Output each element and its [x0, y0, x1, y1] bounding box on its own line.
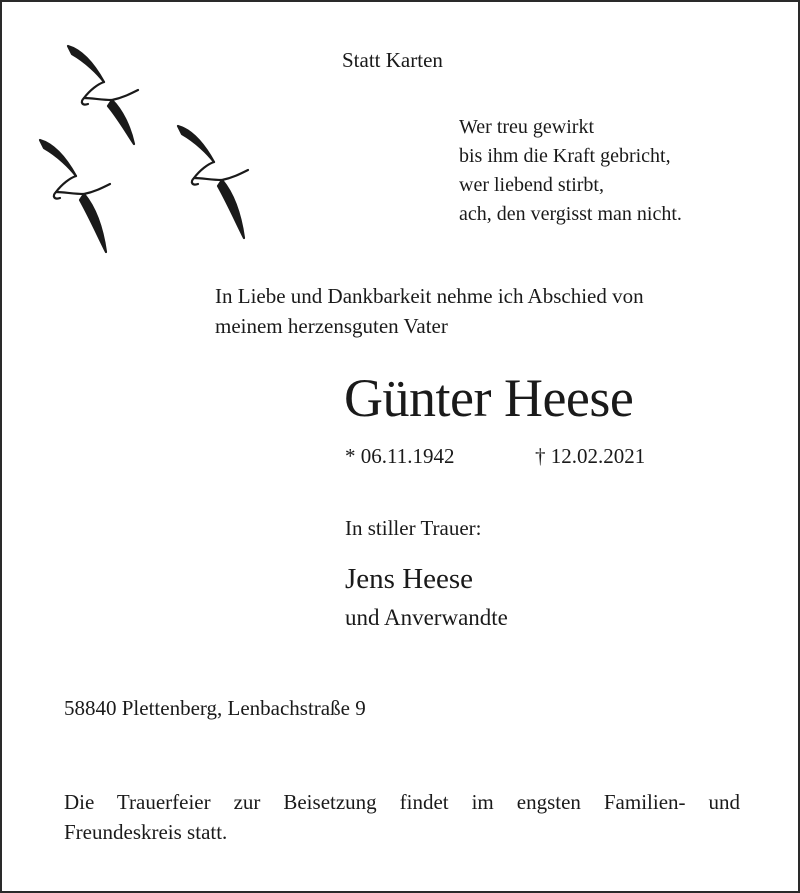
- poem-line: wer liebend stirbt,: [459, 174, 604, 196]
- intro-line: meinem herzensguten Vater: [215, 314, 448, 338]
- seagull-left-icon: [40, 140, 110, 252]
- funeral-line: Freundeskreis statt.: [64, 820, 228, 844]
- mourner-name: Jens Heese: [345, 563, 474, 595]
- birth-date: * 06.11.1942: [345, 444, 455, 468]
- poem-line: bis ihm die Kraft gebricht,: [459, 145, 671, 167]
- mourning-heading: In stiller Trauer:: [345, 516, 482, 540]
- seagull-top-icon: [68, 46, 138, 144]
- statt-karten: Statt Karten: [342, 48, 443, 72]
- intro-line: In Liebe und Dankbarkeit nehme ich Abschied von: [215, 284, 644, 308]
- funeral-line: Die Trauerfeier zur Beisetzung findet im engsten Familien- und: [64, 790, 740, 814]
- seagulls-icon: [32, 32, 272, 272]
- address: 58840 Plettenberg, Lenbachstraße 9: [64, 696, 366, 720]
- deceased-name: Günter Heese: [344, 368, 634, 428]
- seagull-right-icon: [178, 126, 248, 238]
- poem: [459, 113, 682, 229]
- mourner-relatives: und Anverwandte: [345, 605, 508, 630]
- intro-text: [215, 281, 644, 341]
- poem-line: Wer treu gewirkt: [459, 116, 594, 138]
- death-date: † 12.02.2021: [535, 444, 646, 468]
- poem-line: ach, den vergisst man nicht.: [459, 203, 682, 225]
- funeral-notice: [64, 787, 740, 847]
